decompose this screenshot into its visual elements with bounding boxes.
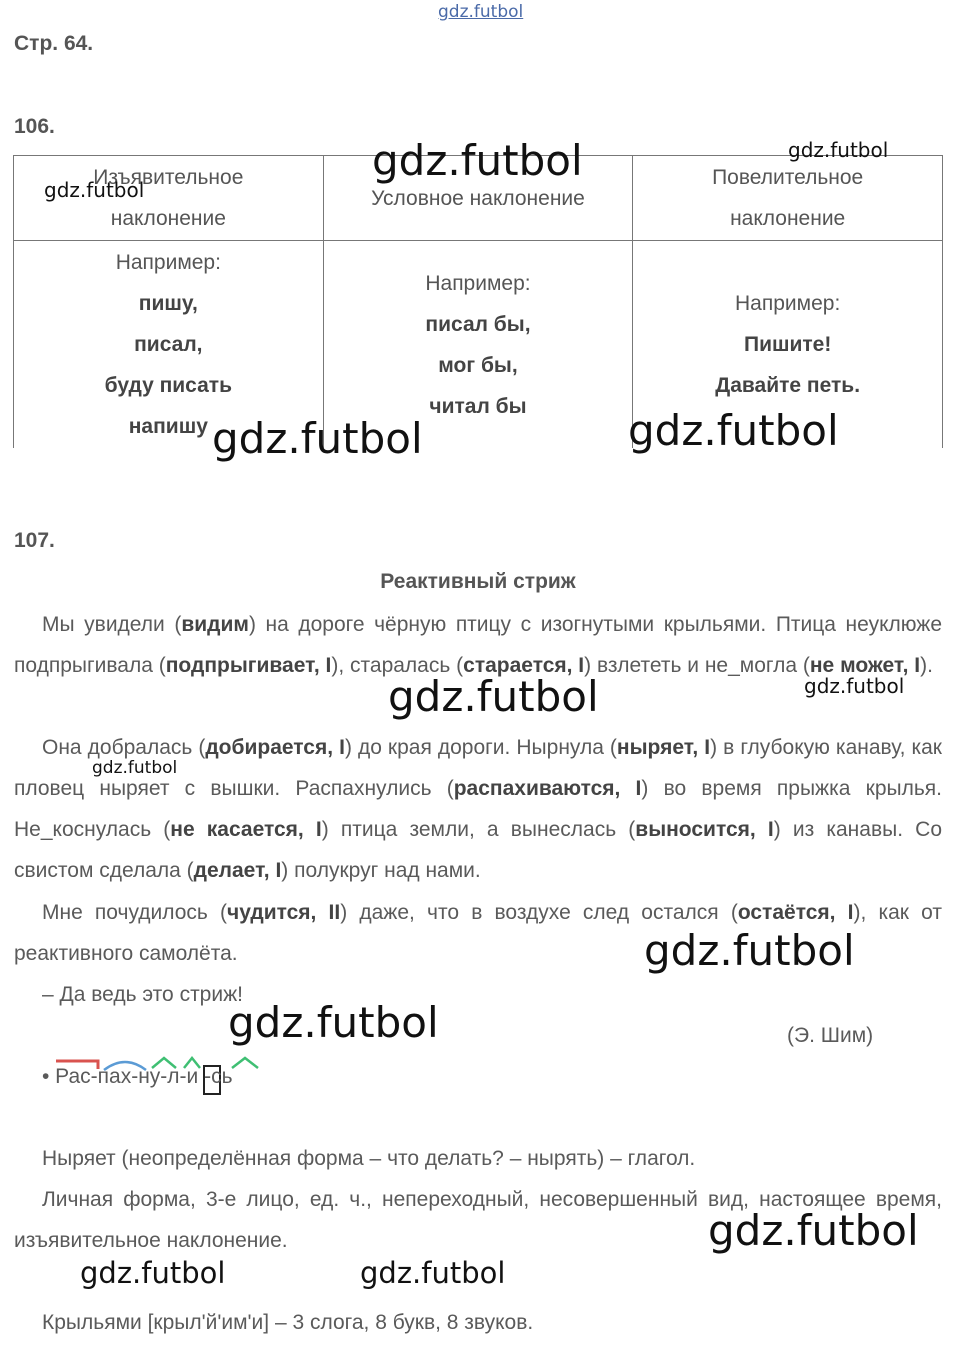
watermark: gdz.futbol bbox=[372, 136, 583, 185]
watermark: gdz.futbol bbox=[788, 138, 889, 162]
header-imperative: Повелительное наклонение bbox=[633, 156, 943, 241]
header-indicative: Изъявительное наклонение bbox=[14, 156, 324, 241]
text-title: Реактивный стриж bbox=[380, 570, 576, 593]
exercise-106-number: 106. bbox=[14, 115, 55, 138]
watermark: gdz.futbol bbox=[80, 1256, 226, 1290]
watermark: gdz.futbol bbox=[708, 1206, 919, 1255]
watermark: gdz.futbol bbox=[804, 674, 905, 698]
morpheme-parse bbox=[42, 1056, 302, 1097]
examples-indicative: Например: пишу, писал, буду писать напишу bbox=[14, 241, 324, 449]
page-ref: Стр. 64. bbox=[14, 32, 94, 55]
mood-table bbox=[13, 155, 943, 448]
paragraph-2: Она добралась (добирается, I) до края дороги. Нырнула (ныряет, I) в глубокую канаву, как пловец ныряет с вышки. Распахнулись (распахиваются, I) во время прыжка крылья. Не_коснулась (не касается, I) птица земли, а вынеслась (выносится, I) из канавы. Со свистом сделала (делает, I) полукруг над нами. bbox=[14, 736, 943, 882]
watermark: gdz.futbol bbox=[644, 926, 855, 975]
author: (Э. Шим) bbox=[787, 1024, 874, 1047]
paragraph-1: Мы увидели (видим) на дороге чёрную птицу с изогнутыми крыльями. Птица неуклюже подпрыгивала (подпрыгивает, I), старалась (старается, I) взлететь и не_могла (не может, I). bbox=[14, 613, 943, 677]
examples-conditional: Например: писал бы, мог бы, читал бы bbox=[323, 241, 633, 449]
header-conditional: Условное наклонение bbox=[323, 156, 633, 241]
watermark: gdz.futbol bbox=[92, 758, 178, 778]
postfix-mark bbox=[232, 1058, 258, 1068]
watermark: gdz.futbol bbox=[212, 414, 423, 463]
analysis-line-2: Личная форма, 3-е лицо, ед. ч., непереходный, несовершенный вид, настоящее время, изъявительное наклонение. bbox=[14, 1188, 942, 1252]
examples-imperative: Например: Пишите! Давайте петь. bbox=[633, 241, 943, 449]
watermark: gdz.futbol bbox=[228, 998, 439, 1047]
morpheme-word: • Рас-пах-ну-л-и -сь bbox=[42, 1065, 233, 1088]
watermark-top: gdz.futbol bbox=[438, 2, 524, 22]
watermark: gdz.futbol bbox=[360, 1256, 506, 1290]
paragraph-3: Мне почудилось (чудится, II) даже, что в воздухе след остался (остаётся, I), как от реактивного самолёта. bbox=[14, 901, 942, 965]
quote-line: – Да ведь это стриж! bbox=[42, 983, 243, 1006]
watermark: gdz.futbol bbox=[44, 178, 145, 202]
analysis-line-1: Ныряет (неопределённая форма – что делать? – нырять) – глагол. bbox=[42, 1147, 696, 1170]
watermark: gdz.futbol bbox=[388, 672, 599, 721]
watermark: gdz.futbol bbox=[628, 406, 839, 455]
phonetic-analysis: Крыльями [крыл'й'им'и] – 3 слога, 8 букв, 8 звуков. bbox=[42, 1311, 534, 1334]
exercise-107-number: 107. bbox=[14, 529, 55, 552]
